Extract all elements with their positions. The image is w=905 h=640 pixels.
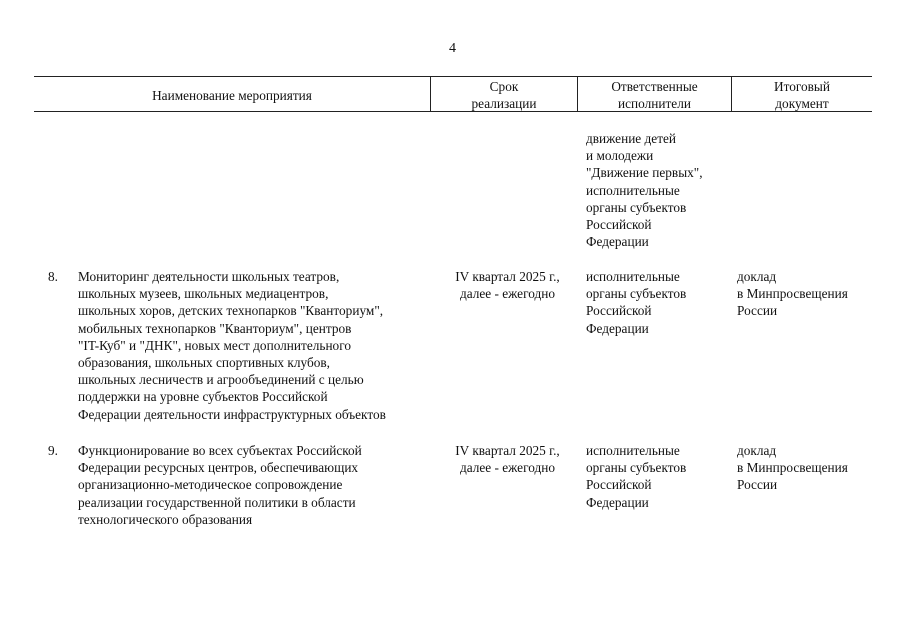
header-document: Итоговый документ (774, 79, 830, 112)
row-term: IV квартал 2025 г., далее - ежегодно (455, 269, 560, 302)
row-document: доклад в Минпросвещения России (737, 269, 848, 319)
row-responsible: исполнительные органы субъектов Российской Федерации (586, 269, 687, 336)
page-number: 4 (449, 41, 456, 56)
row-document: доклад в Минпросвещения России (737, 443, 848, 493)
table-header-top-rule (34, 76, 872, 77)
row-term: IV квартал 2025 г., далее - ежегодно (455, 443, 560, 476)
row-name: Мониторинг деятельности школьных театров, школьных музеев, школьных медиацентров, школьных хоров, детских технопарков "Кванториум", мобильных технопарков "Кванториум", центров "IT-Куб" и "ДНК", новых мест дополнительного образования, школьных спортивных клубов, школьных лесничеств и агрообъединений с целью поддержки на уровне субъектов Российской Федерации деятельности инфраструктурных объектов (78, 269, 386, 422)
header-responsible: Ответственные исполнители (611, 79, 698, 112)
row-number: 8. (48, 269, 58, 284)
header-term: Срок реализации (471, 79, 537, 112)
row-number: 9. (48, 443, 58, 458)
continuation-responsible: движение детей и молодежи "Движение первых", исполнительные органы субъектов Российской Федерации (586, 131, 703, 250)
row-name: Функционирование во всех субъектах Российской Федерации ресурсных центров, обеспечивающих организационно-методическое сопровождение реализации государственной политики в области технологического образования (78, 443, 362, 527)
header-name: Наименование мероприятия (152, 88, 312, 103)
row-responsible: исполнительные органы субъектов Российской Федерации (586, 443, 687, 510)
